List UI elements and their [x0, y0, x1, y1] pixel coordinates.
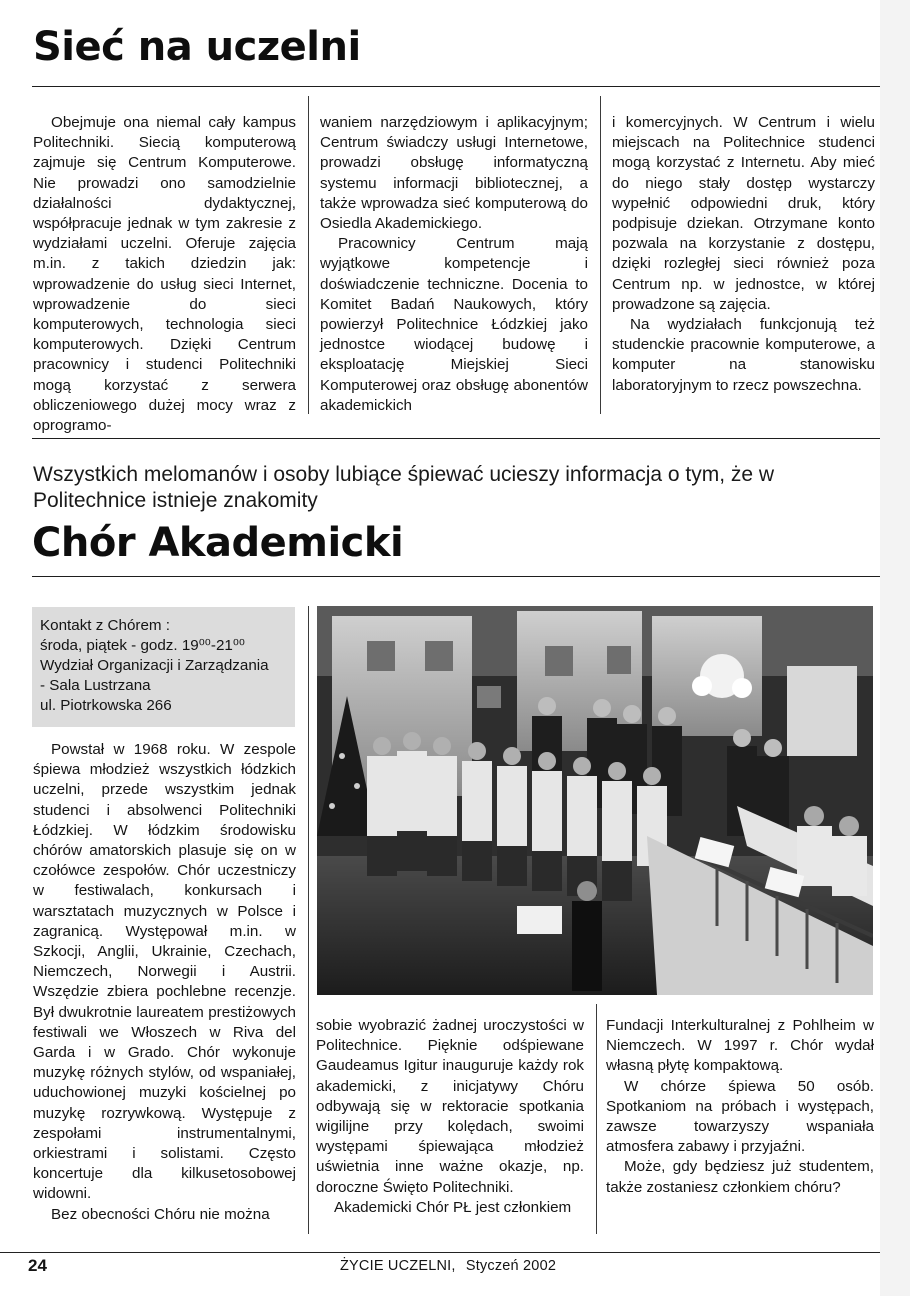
column-divider	[308, 606, 309, 1234]
paragraph: sobie wyobrazić żadnej uroczystości w Politechnice. Pięknie odśpiewane Gaudeamus Igitur inauguruje każdy rok akademicki, z inicjatywy Chóru odbywają się w rektoracie spotkania wigilijne przy kolędach, swoimi występami śpiewająca młodzież uświetnia inne ważne okazje, np. doroczne Święto Politechniki.	[316, 1017, 584, 1196]
column-divider	[600, 96, 601, 414]
paragraph: Bez obecności Chóru nie można	[51, 1205, 270, 1223]
issue-date: Styczeń 2002	[465, 1258, 557, 1274]
contact-room: - Sala Lustrzana	[40, 677, 151, 694]
paragraph: W chórze śpiewa 50 osób. Spotkaniom na próbach i występach, zawsze towarzyszy wspaniała atmosfera zabawy i przyjaźni.	[606, 1077, 874, 1156]
column-divider	[596, 1004, 597, 1234]
contact-heading: Kontakt z Chórem :	[40, 617, 170, 634]
contact-faculty: Wydział Organizacji i Zarządzania	[40, 657, 269, 674]
adjacent-page-edge	[880, 0, 910, 1296]
paragraph: Akademicki Chór PŁ jest członkiem	[334, 1198, 572, 1216]
paragraph: Na wydziałach funkcjonują też studenckie pracownie komputerowe, a komputer na stanowisku laboratoryjnym to rzecz powszechna.	[612, 316, 875, 394]
section-rule	[32, 438, 880, 439]
article-title-network: Sieć na uczelni	[33, 24, 361, 70]
paragraph: Obejmuje ona niemal cały kampus Politechniki. Siecią komputerową zajmuje się Centrum Komputerowe. Nie prowadzi ono samodzielnie działalności dydaktycznej, współpracuje jednak w tym zakresie z wydziałami uczelni. Oferuje zajęcia m.in. z takich dziedzin jak: wprowadzenie do usług sieci Internet, wprowadzenie do sieci komputerowych, technologia sieci komputerowych. Dzięki Centrum pracownicy i studenci Politechniki mogą korzystać z serwera obliczeniowego dużej mocy wraz z oprogramo-	[33, 114, 296, 435]
contact-box	[32, 607, 295, 727]
choir-photo	[317, 606, 873, 995]
article1-column-2	[320, 113, 588, 416]
article-lead: Wszystkich melomanów i osoby lubiące śpiewać ucieszy informacja o tym, że w Politechnice istnieje znakomity	[33, 463, 775, 512]
article1-column-3	[612, 113, 875, 396]
article2-column-1	[33, 740, 296, 1225]
paragraph: Powstał w 1968 roku. W zespole śpiewa młodzież wszystkich łódzkich uczelni, przede wszystkim jednak studenci i absolwenci Politechniki Łódzkiej. W łódzkim środowisku chórów amatorskich plasuje się on w czołówce zespołów. Chór uczestniczy w festiwalach, konkursach i warsztatach muzycznych w Polsce i zagranicą. Występował m.in. w Szkocji, Anglii, Ukrainie, Czechach, Niemczech, Norwegii i Austrii. Wszędzie zbiera pochlebne recenzje. Był dwukrotnie laureatem prestiżowych festiwali we Włoszech w Riva del Garda i w Grado. Chór wykonuje muzykę różnych stylów, od wspaniałej, uduchowionej muzyki kościelnej po muzykę rozrywkową. Występuje z zespołami instrumentalnymi, orkiestrami i solistami. Często koncertuje dla kilkusetosobowej widowni.	[33, 741, 296, 1203]
footer-rule	[0, 1252, 880, 1253]
article2-column-2	[316, 1016, 584, 1218]
title-rule-choir	[32, 576, 880, 577]
running-title	[340, 1258, 556, 1274]
article1-column-1	[33, 113, 296, 436]
paragraph: i komercyjnych. W Centrum i wielu miejscach na Politechnice studenci mogą korzystać z Internetu. Aby mieć do niego stały dostęp wystarczy wypełnić odpowiedni druk, który podpisuje dziekan. Otrzymane konto pozwala na korzystanie z dostępu, dzięki rozległej sieci również poza Centrum np. w jednostce, w której prowadzone są zajęcia.	[612, 114, 875, 313]
column-divider	[308, 96, 309, 414]
paragraph: Fundacji Interkulturalnej z Pohlheim w Niemczech. W 1997 r. Chór wydał własną płytę kompaktową.	[606, 1017, 874, 1075]
contact-address: ul. Piotrkowska 266	[40, 697, 172, 714]
article2-column-3	[606, 1016, 874, 1198]
magazine-name: ŻYCIE UCZELNI,	[340, 1258, 456, 1274]
paragraph: waniem narzędziowym i aplikacyjnym; Centrum świadczy usługi Internetowe, prowadzi obsługę informatyczną systemu informacji bibliotecznej, a także wprowadza sieć komputerową do Osiedla Akademickiego.	[320, 114, 588, 233]
paragraph: Pracownicy Centrum mają wyjątkowe kompetencje i doświadczenie techniczne. Docenia to Komitet Badań Naukowych, który powierzył Politechnice Łódzkiej jako jednostce wiodącej budowę i eksploatację Miejskiej Sieci Komputerowej oraz obsługę abonentów akademickich	[320, 235, 588, 414]
article-title-choir: Chór Akademicki	[32, 520, 404, 566]
choir-photo-image	[317, 606, 873, 995]
title-rule-top	[32, 86, 880, 87]
paragraph: Może, gdy będziesz już studentem, także zostaniesz członkiem chóru?	[606, 1158, 874, 1196]
page-number: 24	[28, 1256, 47, 1275]
contact-hours: środa, piątek - godz. 19⁰⁰-21⁰⁰	[40, 637, 246, 654]
